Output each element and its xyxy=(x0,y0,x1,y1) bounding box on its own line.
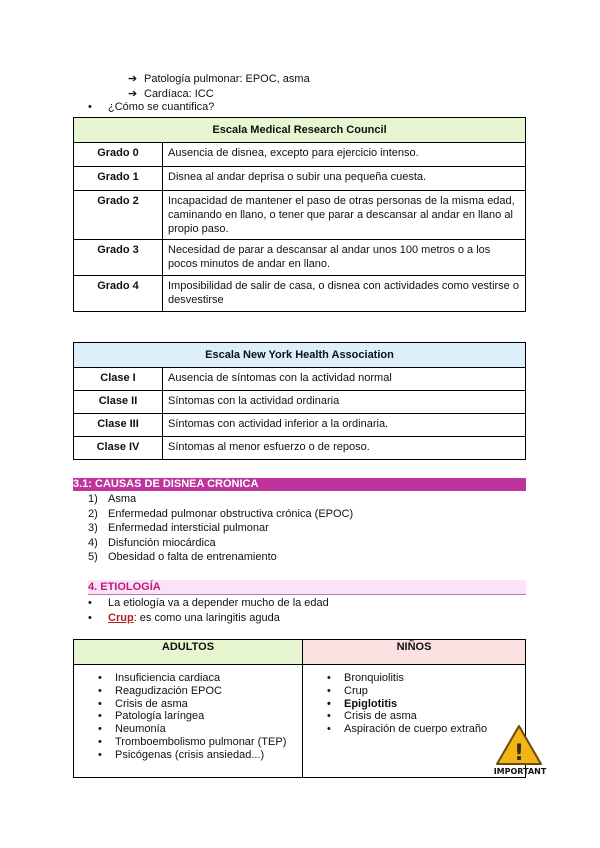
class-cell: Clase III xyxy=(74,414,163,437)
etiology-header: 4. ETIOLOGÍA xyxy=(88,580,526,595)
nyha-scale-table xyxy=(73,342,526,460)
list-item: • Crisis de asma xyxy=(344,710,524,723)
kids-list xyxy=(304,672,524,736)
adults-list xyxy=(75,672,301,762)
arrow-item: ➔ Cardíaca: ICC xyxy=(128,88,214,100)
grade-desc: Necesidad de parar a descansar al andar unos 100 metros o a los pocos minutos de andar en llano. xyxy=(163,240,526,276)
adults-cell xyxy=(74,665,303,778)
list-item: • Tromboembolismo pulmonar (TEP) xyxy=(115,736,301,749)
list-item: • Insuficiencia cardiaca xyxy=(115,672,301,685)
crup-term: Crup xyxy=(108,612,134,624)
list-item: 2) Enfermedad pulmonar obstructiva crónica (EPOC) xyxy=(88,507,354,520)
class-cell: Clase II xyxy=(74,391,163,414)
question-bullet: • ¿Cómo se cuantifica? xyxy=(88,101,215,113)
crup-bullet: • Crup: es como una laringitis aguda xyxy=(88,612,280,624)
grade-cell: Grado 3 xyxy=(74,240,163,276)
grade-desc: Ausencia de disnea, excepto para ejercicio intenso. xyxy=(163,143,526,167)
list-item: 5) Obesidad o falta de entrenamiento xyxy=(88,551,277,563)
list-item: • Crisis de asma xyxy=(115,698,301,711)
kids-header: NIÑOS xyxy=(303,640,526,665)
class-cell: Clase IV xyxy=(74,437,163,460)
list-item: • Patología laríngea xyxy=(115,710,301,723)
age-causes-table xyxy=(73,639,526,778)
grade-cell: Grado 1 xyxy=(74,167,163,191)
arrow-icon: ➔ xyxy=(128,73,138,85)
arrow-icon: ➔ xyxy=(128,88,138,100)
list-item: 4) Disfunción miocárdica xyxy=(88,536,216,549)
section-causes-header: 3.1: CAUSAS DE DISNEA CRÓNICA xyxy=(73,478,526,491)
list-item: 1) Asma xyxy=(88,493,137,505)
list-item: • Crup xyxy=(344,685,524,698)
causes-list xyxy=(88,492,353,565)
grade-desc: Incapacidad de mantener el paso de otras personas de la misma edad, caminando en llano, o tener que parar a descansar al andar en llano al propio paso. xyxy=(163,191,526,240)
list-item: • Epiglotitis xyxy=(344,698,524,711)
svg-text:!: ! xyxy=(513,741,525,766)
mrc-scale-table xyxy=(73,117,526,312)
grade-cell: Grado 2 xyxy=(74,191,163,240)
important-label: IMPORTANT xyxy=(493,767,547,776)
important-badge xyxy=(493,724,549,776)
nyha-title: Escala New York Health Association xyxy=(74,343,526,368)
etiology-bullet: • La etiología va a depender mucho de la edad xyxy=(88,597,329,609)
list-item: • Aspiración de cuerpo extraño xyxy=(344,723,524,736)
adults-header: ADULTOS xyxy=(74,640,303,665)
class-cell: Clase I xyxy=(74,368,163,391)
grade-cell: Grado 0 xyxy=(74,143,163,167)
class-desc: Ausencia de síntomas con la actividad normal xyxy=(163,368,526,391)
class-desc: Síntomas al menor esfuerzo o de reposo. xyxy=(163,437,526,460)
list-item: • Bronquiolitis xyxy=(344,672,524,685)
warning-icon xyxy=(493,724,549,776)
list-item: • Neumonía xyxy=(115,723,301,736)
list-item: • Reagudización EPOC xyxy=(115,685,301,698)
mrc-title: Escala Medical Research Council xyxy=(74,118,526,143)
grade-desc: Imposibilidad de salir de casa, o disnea con actividades como vestirse o desvestirse xyxy=(163,276,526,312)
list-item: • Psicógenas (crisis ansiedad...) xyxy=(115,749,301,762)
class-desc: Síntomas con actividad inferior a la ordinaria. xyxy=(163,414,526,437)
class-desc: Síntomas con la actividad ordinaria xyxy=(163,391,526,414)
arrow-item: ➔ Patología pulmonar: EPOC, asma xyxy=(128,73,310,85)
grade-cell: Grado 4 xyxy=(74,276,163,312)
list-item: 3) Enfermedad intersticial pulmonar xyxy=(88,522,269,534)
grade-desc: Disnea al andar deprisa o subir una pequeña cuesta. xyxy=(163,167,526,191)
